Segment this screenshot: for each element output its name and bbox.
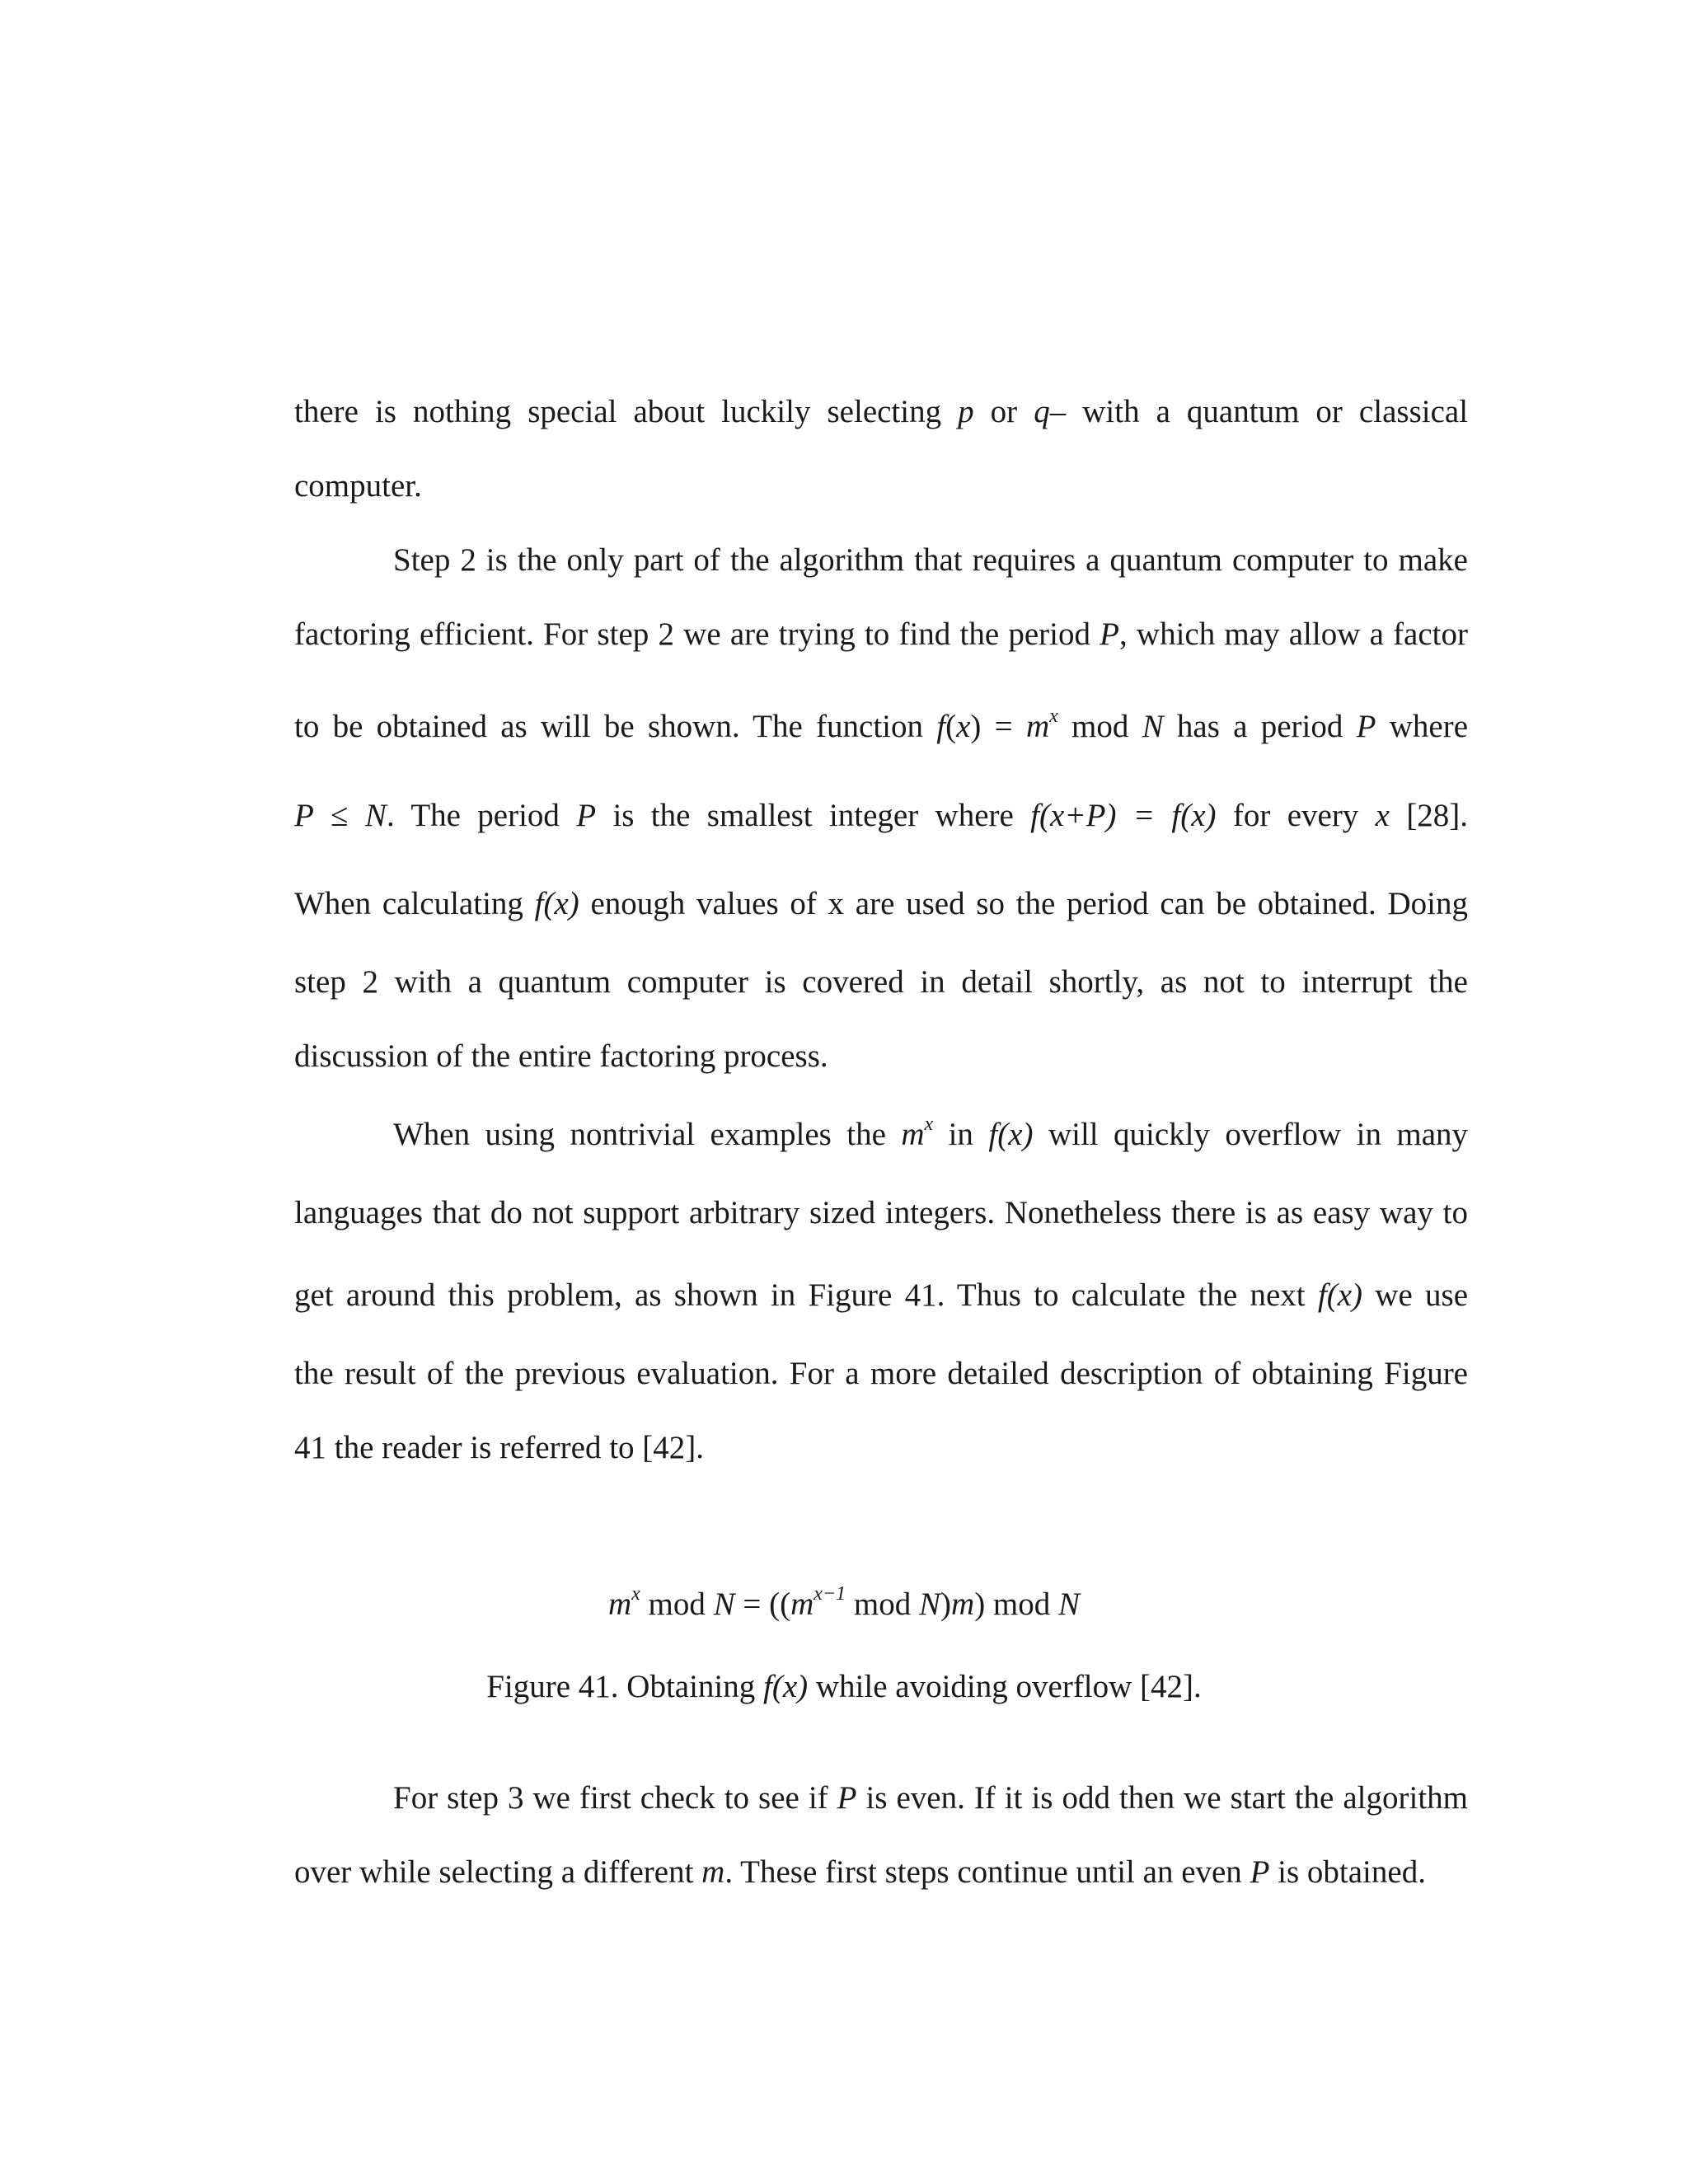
formula-N: N bbox=[1142, 709, 1164, 744]
text-run: . The period bbox=[386, 798, 560, 833]
eq-mod: ) mod bbox=[974, 1586, 1059, 1622]
eq-paren: ) bbox=[940, 1586, 952, 1622]
paragraph-1-line-1 bbox=[294, 391, 1468, 433]
formula-P: P bbox=[294, 798, 314, 833]
text-run: will quickly overflow in many bbox=[1048, 1117, 1469, 1152]
eq-N: N bbox=[1058, 1586, 1081, 1622]
var-P: P bbox=[576, 798, 597, 833]
text-run: or bbox=[990, 394, 1018, 429]
text-run: . These first steps continue until an even bbox=[724, 1854, 1242, 1890]
text-run: , which may allow a factor bbox=[1118, 616, 1468, 652]
paragraph-4-line-2 bbox=[294, 1852, 1468, 1893]
eq-N: N bbox=[919, 1586, 941, 1622]
citation: [28]. bbox=[1406, 798, 1469, 833]
inline-formula: f(x+P) = f(x) bbox=[1030, 798, 1217, 833]
caption-formula: f(x) bbox=[763, 1669, 809, 1704]
formula-f: f bbox=[936, 709, 946, 744]
paragraph-3-line-5: 41 the reader is referred to [42]. bbox=[294, 1430, 705, 1465]
paragraph-2-line-5 bbox=[294, 883, 1468, 925]
paragraph-2-line-2 bbox=[294, 614, 1468, 655]
text-run: enough values of x are used so the period can be obtained. Doing bbox=[590, 886, 1469, 921]
inline-formula bbox=[294, 798, 387, 833]
text-run: factoring efficient. For step 2 we are trying to find the period bbox=[294, 616, 1090, 652]
inline-formula: f(x) bbox=[534, 886, 579, 921]
inline-formula: f(x) bbox=[988, 1117, 1034, 1152]
var-P: P bbox=[1100, 616, 1119, 652]
eq-m: m bbox=[790, 1586, 814, 1622]
text-run: over while selecting a different bbox=[294, 1854, 694, 1890]
var-x: x bbox=[1375, 798, 1390, 833]
eq-N: N bbox=[713, 1586, 735, 1622]
text-run: we use bbox=[1375, 1277, 1469, 1313]
text-run: with a quantum or classical bbox=[1082, 394, 1469, 429]
formula-N: N bbox=[364, 798, 387, 833]
var-p: p bbox=[958, 394, 974, 429]
formula-sup: x bbox=[1049, 705, 1058, 727]
text-run: When using nontrivial examples the bbox=[393, 1117, 886, 1152]
text-run: For step 3 we first check to see if bbox=[393, 1780, 828, 1816]
text-run: get around this problem, as shown in Figure 41. Thus to calculate the next bbox=[294, 1277, 1306, 1313]
paragraph-3-line-2: languages that do not support arbitrary sized integers. Nonetheless there is as easy way to bbox=[294, 1195, 1468, 1230]
text-run: has a period bbox=[1176, 709, 1343, 744]
eq-m: m bbox=[607, 1586, 632, 1622]
paragraph-2-line-6: step 2 with a quantum computer is covered in detail shortly, as not to interrupt the bbox=[294, 964, 1468, 1000]
formula-sup: x bbox=[924, 1113, 934, 1135]
eq-sup: x bbox=[631, 1583, 640, 1605]
formula-eq: ) = bbox=[970, 709, 1026, 744]
var-P: P bbox=[1250, 1854, 1270, 1890]
paragraph-2-line-3 bbox=[294, 706, 1468, 748]
paragraph-3-line-1 bbox=[393, 1114, 1468, 1155]
eq-m: m bbox=[951, 1586, 975, 1622]
formula-m: m bbox=[1025, 709, 1050, 744]
text-run: there is nothing special about luckily selecting bbox=[294, 394, 942, 429]
var-m: m bbox=[701, 1854, 725, 1890]
text-run: When calculating bbox=[294, 886, 523, 921]
figure-equation bbox=[0, 1584, 1688, 1625]
figure-caption bbox=[0, 1666, 1688, 1708]
formula-mod: mod bbox=[1057, 709, 1142, 744]
inline-formula: $f(x) = m^x$ mod N bbox=[936, 705, 1164, 744]
var-q: q– bbox=[1034, 394, 1067, 429]
paragraph-3-line-4: the result of the previous evaluation. For a more detailed description of obtaining Figure bbox=[294, 1356, 1468, 1391]
text-run: for every bbox=[1232, 798, 1359, 833]
caption-text: while avoiding overflow [42]. bbox=[815, 1669, 1202, 1704]
inline-formula: f(x) bbox=[1317, 1277, 1363, 1313]
text-run: to be obtained as will be shown. The function bbox=[294, 709, 923, 744]
paragraph-3-line-3 bbox=[294, 1275, 1468, 1316]
paragraph-2-line-4 bbox=[294, 795, 1468, 837]
caption-text: Figure 41. Obtaining bbox=[486, 1669, 756, 1704]
eq-mod: mod bbox=[640, 1586, 714, 1622]
eq-equals: = (( bbox=[734, 1586, 791, 1622]
var-P: P bbox=[1356, 709, 1376, 744]
text-run: is even. If it is odd then we start the algorithm bbox=[865, 1780, 1469, 1816]
text-run: is obtained. bbox=[1278, 1854, 1426, 1890]
text-run: is the smallest integer where bbox=[612, 798, 1014, 833]
text-run: where bbox=[1389, 709, 1469, 744]
inline-formula bbox=[901, 1113, 934, 1152]
formula-m: m bbox=[901, 1117, 925, 1152]
paragraph-4-line-1 bbox=[393, 1778, 1468, 1819]
text-run: in bbox=[948, 1117, 973, 1152]
formula-leq: ≤ bbox=[313, 798, 365, 833]
paragraph-1-line-2: computer. bbox=[294, 468, 422, 504]
var-P: P bbox=[837, 1780, 857, 1816]
eq-sup: x−1 bbox=[814, 1583, 846, 1605]
formula-x: x bbox=[956, 709, 971, 744]
paragraph-2-line-1: Step 2 is the only part of the algorithm that requires a quantum computer to make bbox=[393, 542, 1468, 578]
eq-mod: mod bbox=[846, 1586, 919, 1622]
paragraph-2-line-7: discussion of the entire factoring process. bbox=[294, 1038, 828, 1074]
